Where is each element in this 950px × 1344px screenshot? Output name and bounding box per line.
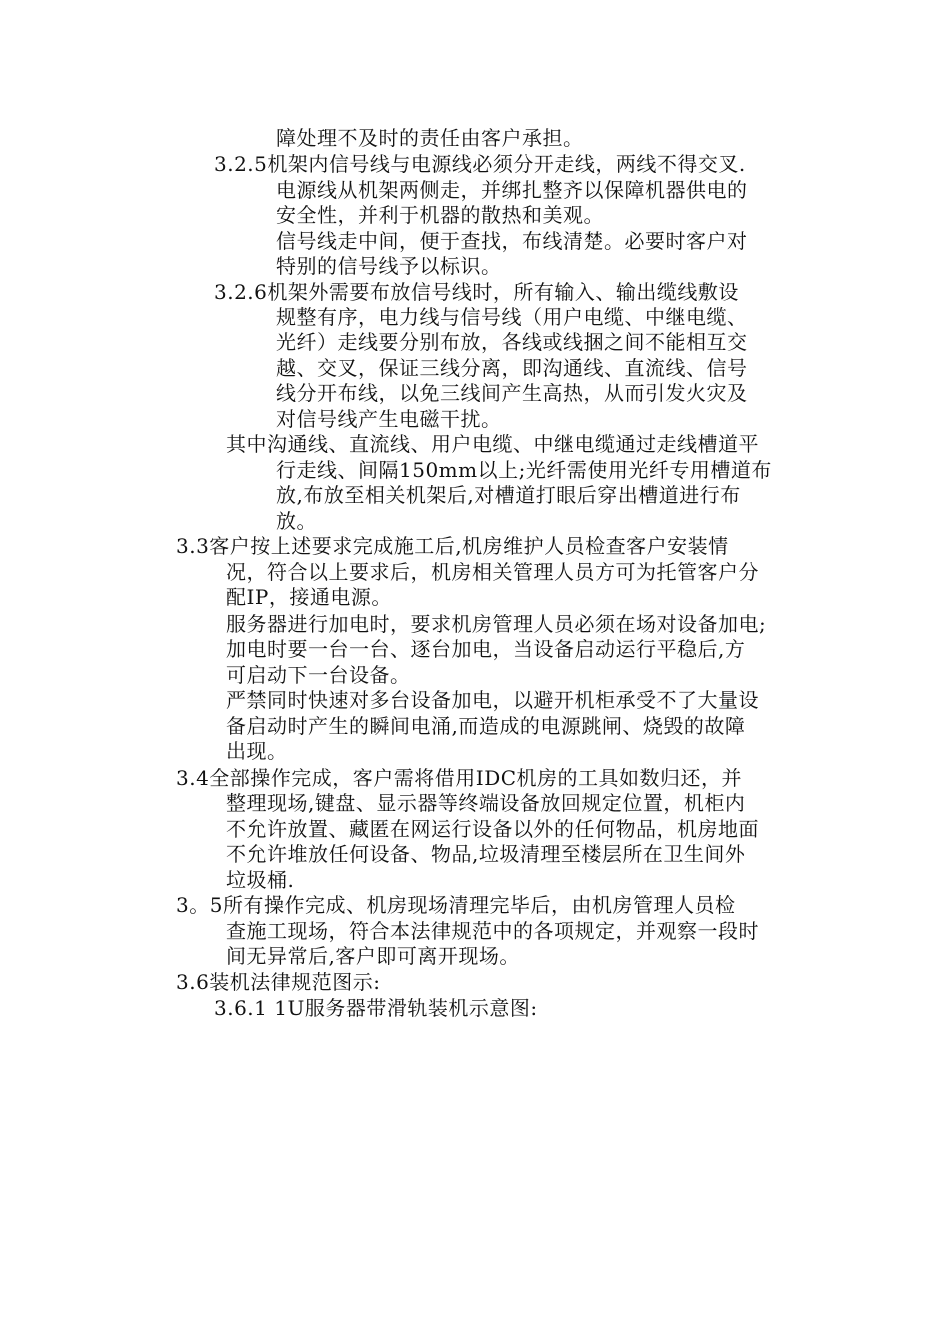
text-line: 配IP，接通电源。 [226, 585, 392, 609]
text-line: 规整有序，电力线与信号线（用户电缆、中继电缆、 [276, 305, 748, 329]
text-line: 服务器进行加电时，要求机房管理人员必须在场对设备加电; [226, 612, 767, 636]
text-line: 整理现场,键盘、显示器等终端设备放回规定位置，机柜内 [226, 791, 746, 815]
text-line: 电源线从机架两侧走，并绑扎整齐以保障机器供电的 [276, 178, 748, 202]
text-line: 障处理不及时的责任由客户承担。 [276, 126, 584, 150]
text-line: 放。 [276, 509, 317, 533]
text-line: 查施工现场，符合本法律规范中的各项规定，并观察一段时 [226, 919, 759, 943]
text-line: 3.2.6机架外需要布放信号线时，所有输入、输出缆线敷设 [214, 280, 739, 304]
text-line: 越、交叉，保证三线分离，即沟通线、直流线、信号 [276, 356, 748, 380]
text-line: 3.6装机法律规范图示: [176, 970, 381, 994]
text-line: 3.4全部操作完成，客户需将借用IDC机房的工具如数归还，并 [176, 766, 743, 790]
text-line: 信号线走中间，便于查找，布线清楚。必要时客户对 [276, 229, 748, 253]
text-line: 对信号线产生电磁干扰。 [276, 407, 502, 431]
text-line: 行走线、间隔150mm以上;光纤需使用光纤专用槽道布 [276, 458, 772, 482]
text-line: 不允许放置、藏匿在网运行设备以外的任何物品，机房地面 [226, 817, 759, 841]
text-line: 况，符合以上要求后，机房相关管理人员方可为托管客户分 [226, 560, 759, 584]
text-line: 特别的信号线予以标识。 [276, 254, 502, 278]
text-line: 可启动下一台设备。 [226, 663, 411, 687]
text-line: 3。5所有操作完成、机房现场清理完毕后，由机房管理人员检 [176, 893, 736, 917]
text-line: 光纤）走线要分别布放，各线或线捆之间不能相互交 [276, 330, 748, 354]
text-line: 安全性，并利于机器的散热和美观。 [276, 203, 604, 227]
text-line: 备启动时产生的瞬间电涌,而造成的电源跳闸、烧毁的故障 [226, 714, 746, 738]
text-line: 线分开布线，以免三线间产生高热，从而引发火灾及 [276, 381, 748, 405]
text-line: 其中沟通线、直流线、用户电缆、中继电缆通过走线槽道平 [226, 432, 759, 456]
text-line: 垃圾桶. [226, 868, 295, 892]
text-line: 不允许堆放任何设备、物品,垃圾清理至楼层所在卫生间外 [226, 842, 746, 866]
text-line: 放,布放至相关机架后,对槽道打眼后穿出槽道进行布 [276, 483, 741, 507]
text-line: 间无异常后,客户即可离开现场。 [226, 944, 520, 968]
text-line: 加电时要一台一台、逐台加电，当设备启动运行平稳后,方 [226, 637, 746, 661]
text-line: 3.2.5机架内信号线与电源线必须分开走线，两线不得交叉. [214, 152, 746, 176]
text-line: 3.6.1 1U服务器带滑轨装机示意图: [214, 996, 538, 1020]
text-line: 出现。 [226, 739, 288, 763]
text-line: 3.3客户按上述要求完成施工后,机房维护人员检查客户安装情 [176, 534, 729, 558]
text-line: 严禁同时快速对多台设备加电，以避开机柜承受不了大量设 [226, 688, 759, 712]
